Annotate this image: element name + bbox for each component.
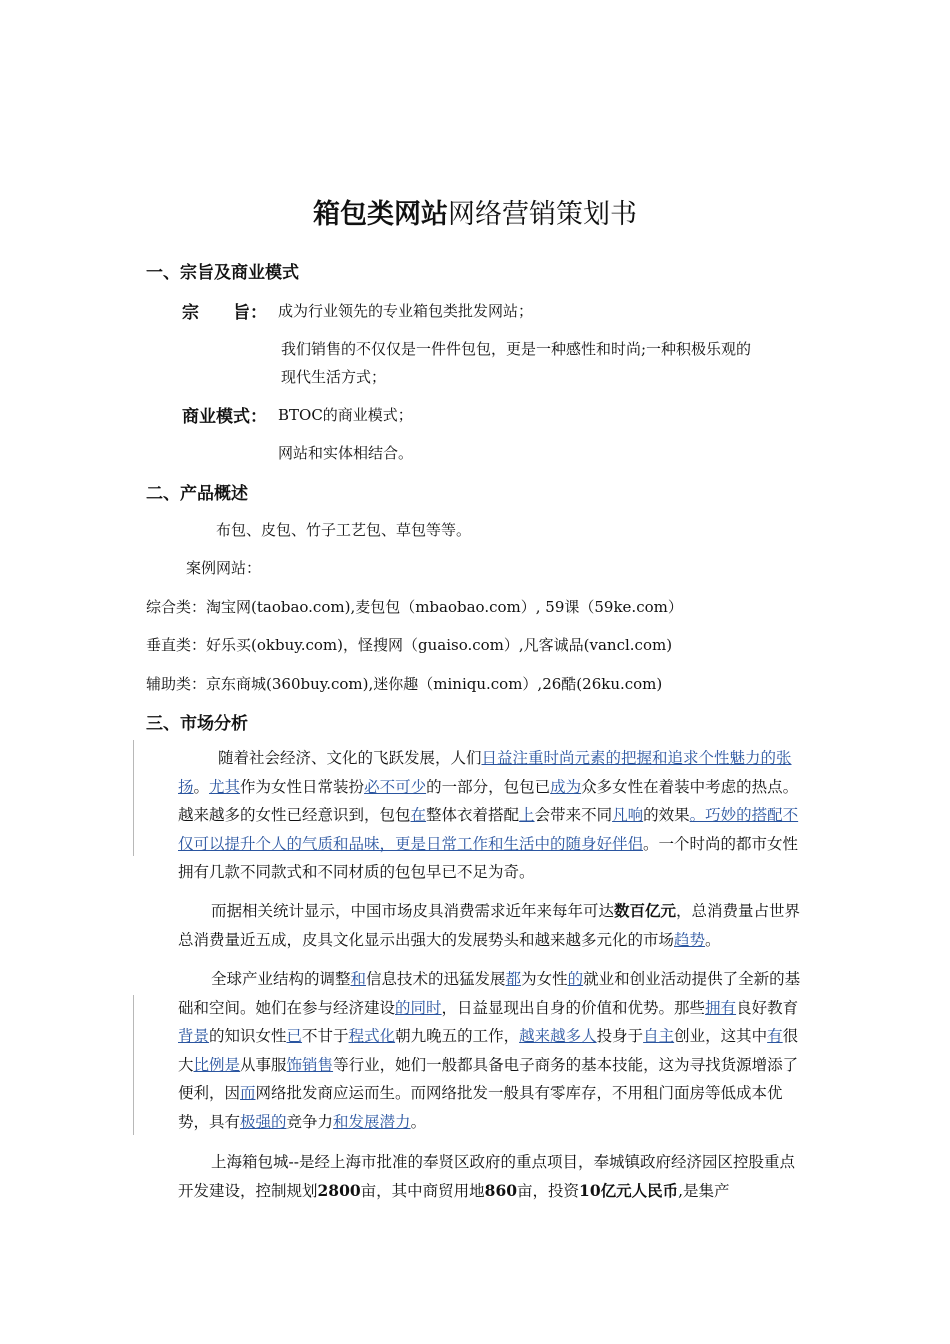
title-bold-part: 箱包类网站 <box>313 199 448 230</box>
revision-link[interactable]: 和 <box>350 970 367 988</box>
revision-link[interactable]: 趋势 <box>674 930 706 949</box>
revision-link[interactable]: 上 <box>519 806 535 824</box>
revision-link[interactable]: 背景 <box>178 1027 210 1045</box>
revision-link[interactable]: 。巧妙的搭配不仅可以提升个人的气质和品味，更是日常工作和生活中的随身好伴侣 <box>178 806 799 853</box>
revision-link[interactable]: 尤其 <box>209 777 241 796</box>
revision-link[interactable]: 拥有 <box>705 998 737 1017</box>
section3-heading: 三、市场分析 <box>146 714 248 734</box>
revision-link[interactable]: 极强的 <box>240 1112 287 1131</box>
revision-link[interactable]: 和发展潜力 <box>333 1112 411 1131</box>
bold-figure: 2800 <box>317 1180 361 1200</box>
purpose-line3: 现代生活方式； <box>281 368 387 386</box>
revision-link[interactable]: 已 <box>286 1027 303 1045</box>
case-line: 垂直类：好乐买(okbuy.com)，怪搜网（guaiso.com）,凡客诚品(vancl.com) <box>146 636 673 654</box>
change-bar <box>133 995 134 1135</box>
document-title <box>0 192 950 231</box>
revision-link[interactable]: 的 <box>567 970 584 988</box>
purpose-label: 宗 旨： <box>182 303 267 323</box>
model-line1: BTOC的商业模式； <box>278 406 413 424</box>
revision-link[interactable]: 成为 <box>550 777 582 796</box>
bold-figure: 860 <box>484 1180 518 1200</box>
market-paragraph-1: 随着社会经济、文化的飞跃发展，人们日益注重时尚元素的把握和追求个性魅力的张扬。尤其作为女性日常装扮必不可少的一部分，包包已成为众多女性在着装中考虑的热点。越来越多的女性已经意识到，包包在整体衣着搭配上会带来不同凡响的效果。巧妙的搭配不仅可以提升个人的气质和品味，更是日常工作和生活中的随身好伴侣。一个时尚的都市女性拥有几款不同款式和不同材质的包包早已不足为奇。 <box>178 749 799 881</box>
cases-label: 案例网站： <box>186 559 262 577</box>
market-paragraph-2: 而据相关统计显示，中国市场皮具消费需求近年来每年可达数百亿元，总消费量占世界总消费量近五成，皮具文化显示出强大的发展势头和越来越多元化的市场趋势。 <box>178 901 801 949</box>
products-text: 布包、皮包、竹子工艺包、草包等等。 <box>216 521 472 539</box>
section2-heading: 二、产品概述 <box>146 484 248 504</box>
revision-link[interactable]: 自主 <box>643 1027 675 1045</box>
revision-link[interactable]: 必不可少 <box>364 777 427 796</box>
model-line2: 网站和实体相结合。 <box>278 444 414 462</box>
purpose-line2: 我们销售的不仅仅是一件件包包，更是一种感性和时尚;一种积极乐观的 <box>281 340 752 358</box>
revision-link[interactable]: 程式化 <box>348 1027 396 1045</box>
case-line: 综合类：淘宝网(taobao.com),麦包包（mbaobao.com）, 59课（59ke.com） <box>146 598 683 616</box>
case-line: 辅助类：京东商城(360buy.com),迷你趣（miniqu.com）,26酷(26ku.com) <box>146 675 663 693</box>
market-paragraph-3: 全球产业结构的调整和信息技术的迅猛发展都为女性的就业和创业活动提供了全新的基础和空间。她们在参与经济建设的同时，日益显现出自身的价值和优势。那些拥有良好教育背景的知识女性已不甘于程式化朝九晚五的工作，越来越多人投身于自主创业，这其中有很大比例是从事服饰销售等行业，她们一般都具备电子商务的基本技能，这为寻找货源增添了便利，因而网络批发商应运而生。而网络批发一般具有零库存，不用租门面房等低成本优势，具有极强的竞争力和发展潜力。 <box>178 970 801 1131</box>
revision-link[interactable]: 有 <box>767 1027 783 1045</box>
section1-heading: 一、宗旨及商业模式 <box>146 263 299 283</box>
bold-figure: 数百亿元 <box>614 901 677 920</box>
revision-link[interactable]: 而 <box>240 1084 256 1102</box>
bold-figure: 10亿元人民币 <box>579 1180 679 1200</box>
purpose-line1: 成为行业领先的专业箱包类批发网站； <box>278 302 534 320</box>
revision-link[interactable]: 在 <box>410 806 427 824</box>
revision-link[interactable]: 都 <box>505 970 522 988</box>
revision-link[interactable]: 越来越多人 <box>519 1027 597 1045</box>
revision-link[interactable]: 日益注重时尚元素的把握和追求个性魅力的张扬 <box>178 749 792 796</box>
market-paragraph-4: 上海箱包城--是经上海市批准的奉贤区政府的重点项目，奉城镇政府经济园区控股重点开发建设，控制规划2800亩，其中商贸用地860亩，投资10亿元人民币,是集产 <box>178 1153 795 1200</box>
revision-link[interactable]: 凡响 <box>612 806 644 824</box>
model-label: 商业模式： <box>182 407 267 427</box>
title-normal-part: 网络营销策划书 <box>448 199 637 230</box>
revision-link[interactable]: 饰销售 <box>286 1055 334 1074</box>
change-bar <box>133 740 134 856</box>
revision-link[interactable]: 比例是 <box>193 1055 241 1074</box>
revision-link[interactable]: 的同时 <box>395 998 442 1017</box>
